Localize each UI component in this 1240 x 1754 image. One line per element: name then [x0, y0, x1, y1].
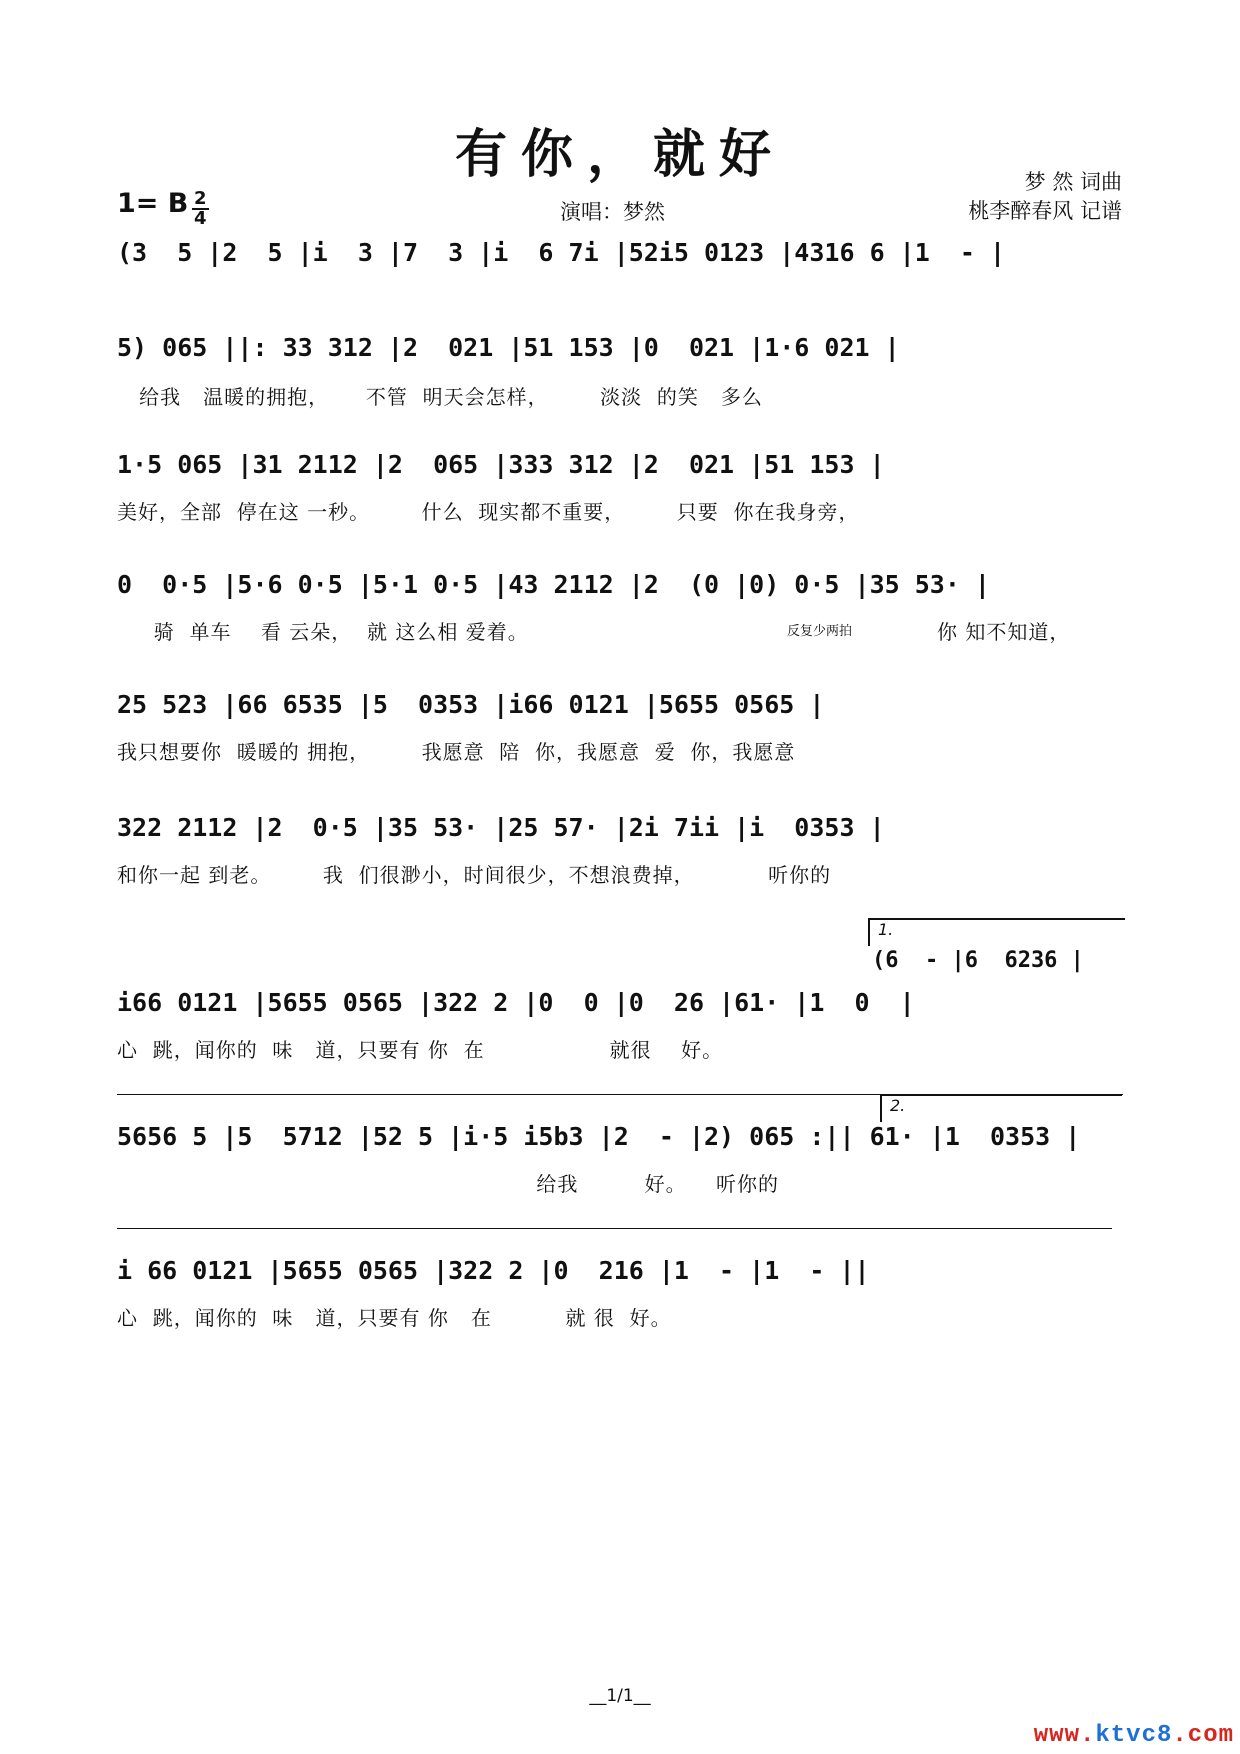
watermark-suffix: .com	[1172, 1722, 1234, 1749]
key-signature: 1= B	[117, 188, 189, 219]
lyrics-line: 美好，全部 停在这 一秒。 什么 现实都不重要， 只要 你在我身旁，	[117, 500, 860, 524]
volta-bracket-first	[868, 918, 1125, 946]
lyrics-line: 骑 单车 看 云朵， 就 这么相 爱着。	[117, 620, 529, 644]
page-title: 有你，就好	[454, 124, 785, 185]
notation-line: i66 0121 |5655 0565 |322 2 |0 0 |0 26 |61· |1 0 |	[117, 988, 915, 1017]
lyrics-line: 我只想要你 暖暖的 拥抱， 我愿意 陪 你，我愿意 爱 你，我愿意	[117, 740, 796, 764]
page-number: __1/1__	[589, 1686, 651, 1706]
site-watermark	[1034, 1722, 1234, 1749]
lyrics-line: 和你一起 到老。 我 们很渺小，时间很少，不想浪费掉， 听你的	[117, 863, 832, 887]
lyrics-line: 给我 温暖的拥抱， 不管 明天会怎样， 淡淡 的笑 多么	[117, 385, 763, 409]
volta-label: 1.	[878, 920, 894, 939]
watermark-brand: ktvc8	[1095, 1722, 1173, 1749]
lyrics-line: 心 跳，闻你的 味 道，只要有 你 在 就 很 好。	[117, 1306, 672, 1330]
volta-notation: (6 - |6 6236 |	[872, 948, 1084, 973]
lyrics-line: 心 跳，闻你的 味 道，只要有 你 在 就很 好。	[117, 1038, 724, 1062]
volta-label: 2.	[890, 1096, 906, 1115]
notation-line: 322 2112 |2 0·5 |35 53· |25 57· |2i 7ii |i 0353 |	[117, 813, 885, 842]
notation-line: 25 523 |66 6535 |5 0353 |i66 0121 |5655 0565 |	[117, 690, 825, 719]
notation-line: 5656 5 |5 5712 |52 5 |i·5 i5b3 |2 - |2) 065 :|| 61· |1 0353 |	[117, 1122, 1081, 1151]
notation-line: 0 0·5 |5·6 0·5 |5·1 0·5 |43 2112 |2 (0 |0) 0·5 |35 53· |	[117, 570, 990, 599]
transcriber-credit: 桃李醉春风 记谱	[968, 199, 1122, 223]
repeat-note: 反复少两拍	[787, 624, 853, 639]
volta-bracket-second	[880, 1094, 1122, 1122]
composer-credit: 梦 然 词曲	[1024, 170, 1122, 194]
notation-line: i 66 0121 |5655 0565 |322 2 |0 216 |1 - |1 - ||	[117, 1256, 870, 1285]
notation-line: (3 5 |2 5 |i 3 |7 3 |i 6 7i |52i5 0123 |4316 6 |1 - |	[117, 238, 1006, 267]
time-signature-top: 2	[194, 188, 207, 209]
time-signature	[192, 190, 209, 228]
system-divider	[117, 1228, 1112, 1229]
watermark-prefix: www.	[1033, 1722, 1096, 1749]
singer-credit: 演唱：梦然	[560, 200, 665, 224]
notation-line: 1·5 065 |31 2112 |2 065 |333 312 |2 021 |51 153 |	[117, 450, 885, 479]
time-signature-bottom: 4	[194, 208, 207, 229]
lyrics-line: 给我 好。 听你的	[117, 1172, 780, 1196]
notation-line: 5) 065 ||: 33 312 |2 021 |51 153 |0 021 |1·6 021 |	[117, 333, 900, 362]
lyrics-line-tail: 你 知不知道，	[937, 620, 1071, 644]
